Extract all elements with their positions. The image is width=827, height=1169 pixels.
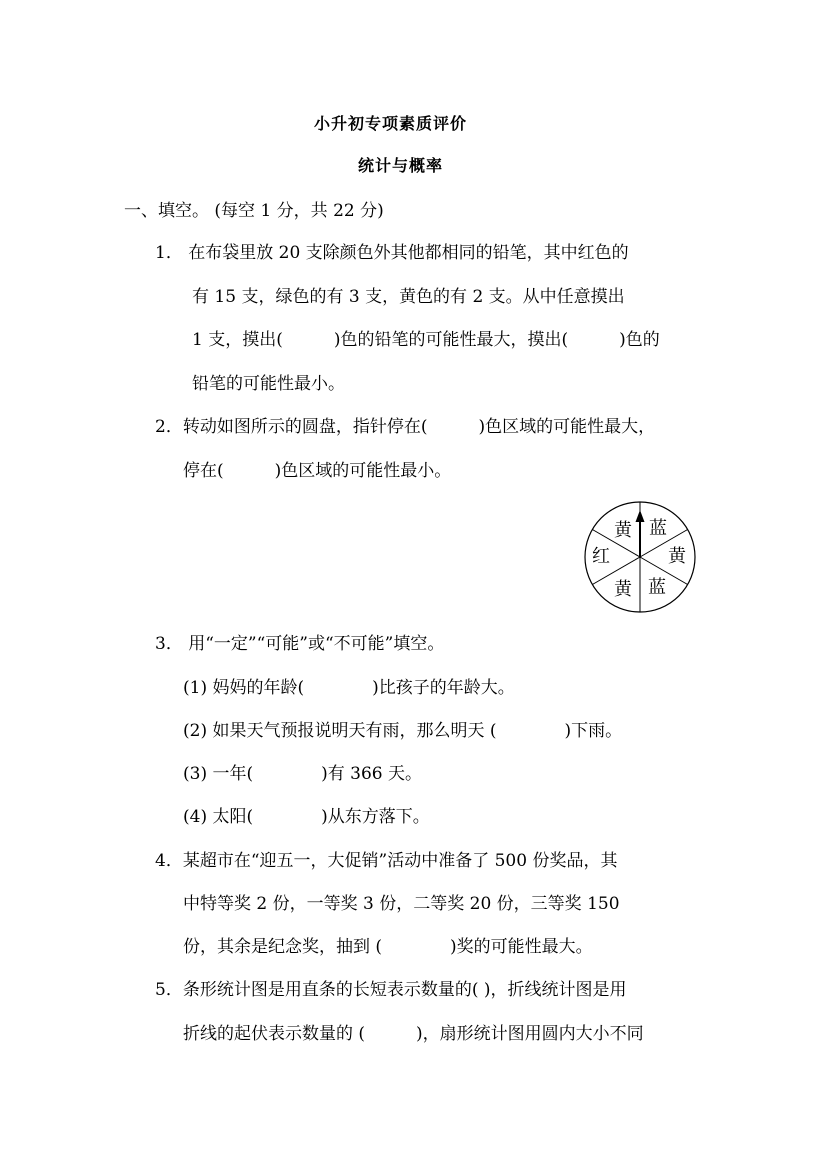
q3-sub-1: (1) 妈妈的年龄( )比孩子的年龄大。: [183, 678, 515, 698]
q5-line-1: 5．条形统计图是用直条的长短表示数量的( )，折线统计图是用: [155, 980, 627, 1000]
q2-line-2: 停在( )色区域的可能性最小。: [183, 461, 452, 481]
q3-sub-4: (4) 太阳( )从东方落下。: [183, 807, 430, 827]
spinner-wheel: [582, 500, 702, 614]
q2-line-1: 2．转动如图所示的圆盘，指针停在( )色区域的可能性最大，: [155, 417, 656, 437]
sector-label-2: 蓝: [649, 518, 667, 539]
sector-label-6: 红: [592, 546, 610, 567]
q4-line-3: 份，其余是纪念奖，抽到 ( )奖的可能性最大。: [183, 937, 593, 957]
page-title: 小升初专项素质评价: [314, 114, 468, 133]
q1-line-1: 1． 在布袋里放 20 支除颜色外其他都相同的铅笔，其中红色的: [155, 243, 629, 263]
sector-label-1: 黄: [614, 520, 632, 541]
q4-line-1: 4．某超市在“迎五一，大促销”活动中准备了 500 份奖品，其: [155, 851, 618, 871]
pointer-arrow: [636, 510, 645, 557]
q3-sub-2: (2) 如果天气预报说明天有雨，那么明天 ( )下雨。: [183, 721, 623, 741]
q1-line-2: 有 15 支，绿色的有 3 支，黄色的有 2 支。从中任意摸出: [192, 287, 625, 307]
section-heading: 一、填空。 (每空 1 分，共 22 分): [124, 201, 384, 221]
sector-label-4: 蓝: [648, 577, 666, 598]
q1-line-4: 铅笔的可能性最小。: [192, 374, 345, 394]
page-subtitle: 统计与概率: [358, 156, 444, 175]
sector-label-5: 黄: [614, 579, 632, 600]
sector-label-3: 黄: [668, 546, 686, 567]
q3-line-1: 3． 用“一定”“可能”或“不可能”填空。: [155, 634, 445, 654]
q1-line-3: 1 支，摸出( )色的铅笔的可能性最大，摸出( )色的: [192, 330, 660, 350]
q3-sub-3: (3) 一年( )有 366 天。: [183, 764, 423, 784]
q5-line-2: 折线的起伏表示数量的 ( )，扇形统计图用圆内大小不同: [183, 1024, 644, 1044]
q4-line-2: 中特等奖 2 份，一等奖 3 份，二等奖 20 份，三等奖 150: [183, 894, 620, 914]
